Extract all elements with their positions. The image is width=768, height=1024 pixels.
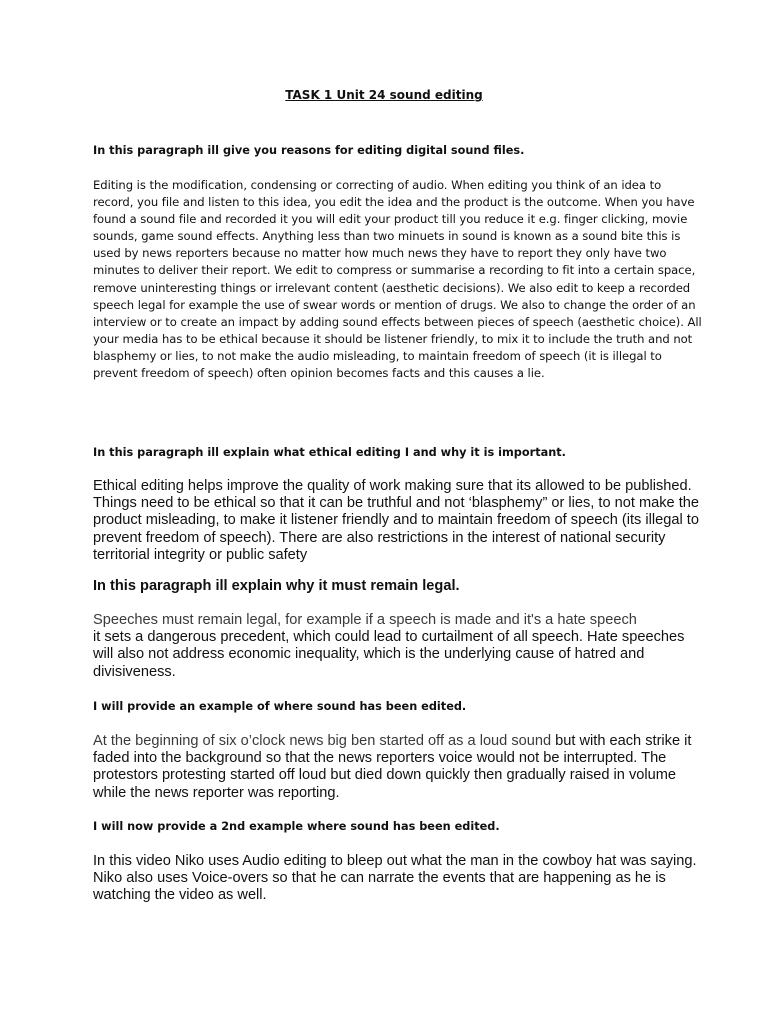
section-4-body bbox=[93, 733, 703, 802]
section-3-body-rest: it sets a dangerous precedent, which could lead to curtailment of all speech. Hate speeches will also not address economic inequality, which is the underlying cause of hatred and divisiveness. bbox=[93, 629, 685, 680]
section-2-body: Ethical editing helps improve the quality of work making sure that its allowed to be published. Things need to be ethical so that it can be truthful and not ‘blasphemy” or lies, to not make the product misleading, to make it listener friendly and to maintain freedom of speech (its illegal to prevent freedom of speech). There are also restrictions in the interest of national security territorial integrity or public safety bbox=[93, 478, 699, 563]
section-3-body-lead: Speeches must remain legal, for example if a speech is made and it's a hate speech bbox=[93, 612, 637, 628]
section-5-body: In this video Niko uses Audio editing to bleep out what the man in the cowboy hat was saying. Niko also uses Voice-overs so that he can narrate the events that are happening as he is watching the video as well. bbox=[93, 853, 697, 904]
document-title: TASK 1 Unit 24 sound editing bbox=[285, 88, 483, 102]
section-4-body-rest: but with each strike it faded into the background so that the news reporters voice would not be interrupted. The protestors protesting started off loud but died down quickly then gradually raised in volume while the news reporter was reporting. bbox=[93, 733, 692, 801]
section-4-body-lead: At the beginning of six o’clock news big ben started off as a loud sound bbox=[93, 733, 552, 749]
section-4-heading: I will provide an example of where sound has been edited. bbox=[93, 700, 467, 713]
section-2-heading: In this paragraph ill explain what ethical editing I and why it is important. bbox=[93, 446, 566, 459]
section-3-body bbox=[93, 612, 703, 681]
section-3-heading: In this paragraph ill explain why it must remain legal. bbox=[93, 578, 460, 594]
section-5-heading: I will now provide a 2nd example where sound has been edited. bbox=[93, 820, 500, 833]
section-1-body: Editing is the modification, condensing or correcting of audio. When editing you think of an idea to record, you file and listen to this idea, you edit the idea and the product is the outcome. When you have found a sound file and recorded it you will edit your product till you reduce it e.g. finger clicking, movie sounds, game sound effects. Anything less than two minuets in sound is known as a sound bite this is used by news reporters because no matter how much news they have to report they only have two minutes to deliver their report. We edit to compress or summarise a recording to fit into a certain space, remove uninteresting things or irrelevant content (aesthetic decisions). We also edit to keep a recorded speech legal for example the use of swear words or mention of drugs. We also to change the order of an interview or to create an impact by adding sound effects between pieces of speech (aesthetic choice). All your media has to be ethical because it should be listener friendly, to mix it to include the truth and not blasphemy or lies, to not make the audio misleading, to maintain freedom of speech (it is illegal to prevent freedom of speech) often opinion becomes facts and this causes a lie. bbox=[93, 178, 702, 381]
section-1-heading: In this paragraph ill give you reasons for editing digital sound files. bbox=[93, 144, 525, 157]
